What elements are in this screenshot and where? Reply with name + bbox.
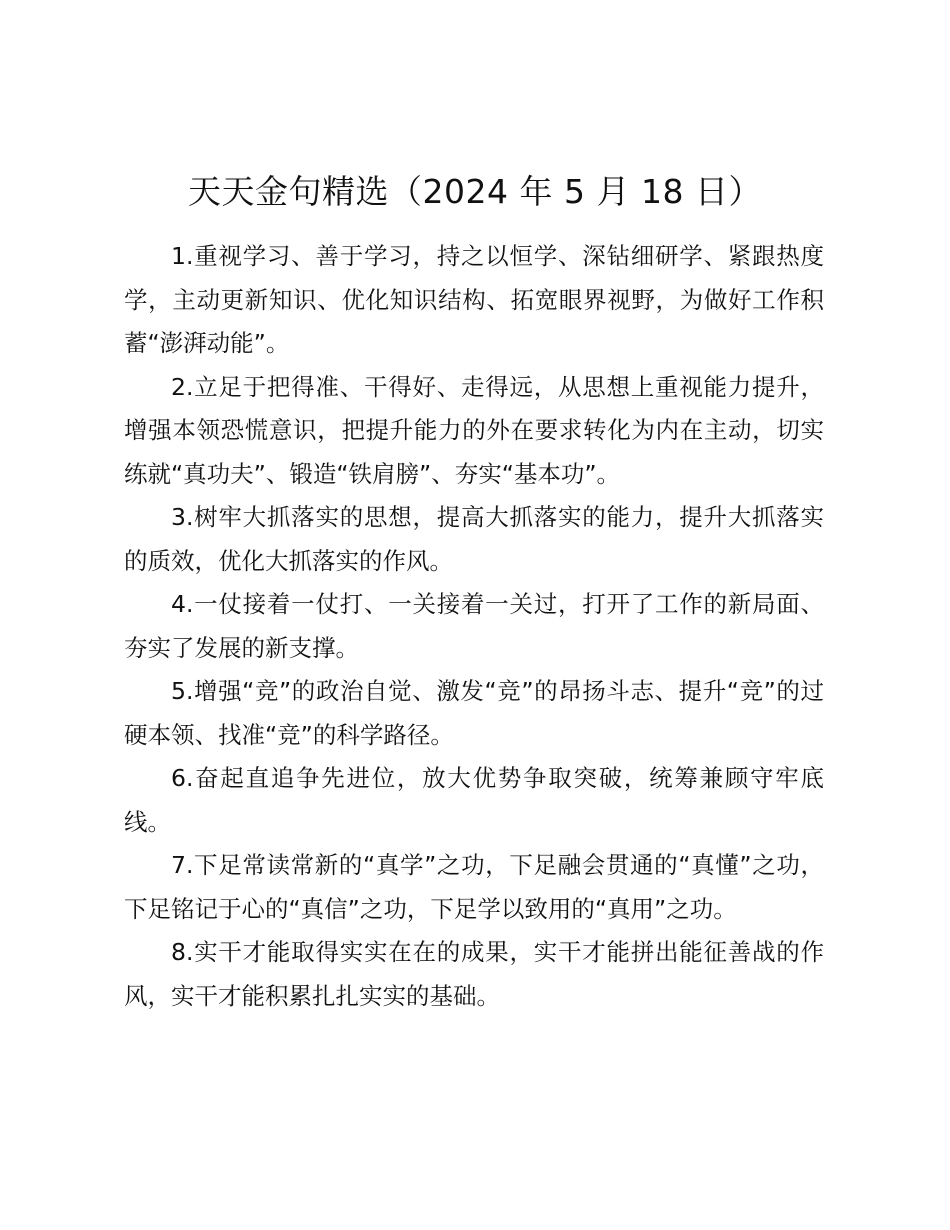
document-title: 天天金句精选（2024 年 5 月 18 日）	[188, 172, 762, 211]
quote-paragraph-2: 2.立足于把得准、干得好、走得远，从思想上重视能力提升，增强本领恐慌意识，把提升能力的外在要求转化为内在主动，切实练就“真功夫”、锻造“铁肩膀”、夯实“基本功”。	[124, 372, 824, 488]
quote-paragraph-3: 3.树牢大抓落实的思想，提高大抓落实的能力，提升大抓落实的质效，优化大抓落实的作风。	[124, 503, 824, 575]
quote-paragraph-6: 6.奋起直追争先进位，放大优势争取突破，统筹兼顾守牢底线。	[124, 764, 824, 836]
document-body	[124, 235, 824, 1018]
quote-paragraph-7: 7.下足常读常新的“真学”之功，下足融会贯通的“真懂”之功，下足铭记于心的“真信”之功，下足学以致用的“真用”之功。	[124, 851, 824, 923]
quote-paragraph-5: 5.增强“竞”的政治自觉、激发“竞”的昂扬斗志、提升“竞”的过硬本领、找准“竞”的科学路径。	[124, 677, 824, 749]
quote-paragraph-8: 8.实干才能取得实实在在的成果，实干才能拼出能征善战的作风，实干才能积累扎扎实实的基础。	[124, 938, 824, 1010]
quote-paragraph-1: 1.重视学习、善于学习，持之以恒学、深钻细研学、紧跟热度学，主动更新知识、优化知识结构、拓宽眼界视野，为做好工作积蓄“澎湃动能”。	[124, 242, 824, 357]
quote-paragraph-4: 4.一仗接着一仗打、一关接着一关过，打开了工作的新局面、夯实了发展的新支撑。	[124, 590, 824, 662]
